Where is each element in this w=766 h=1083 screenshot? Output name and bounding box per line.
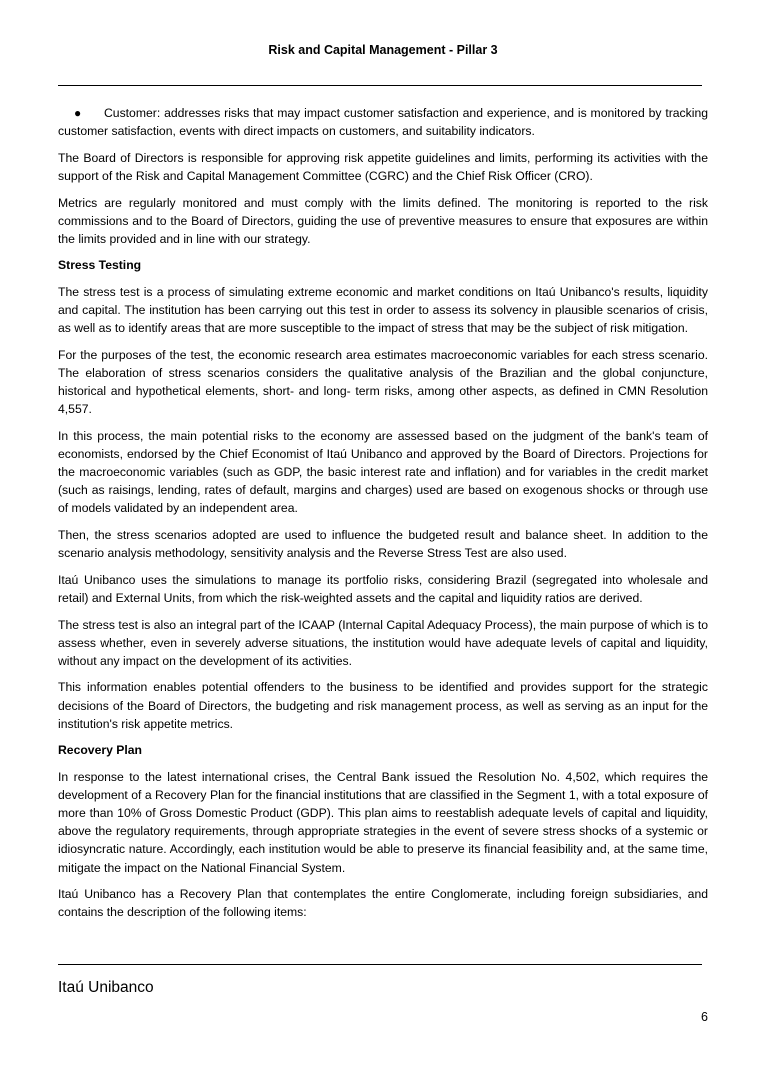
footer-brand: Itaú Unibanco xyxy=(58,979,154,996)
paragraph-stress-information: This information enables potential offenders to the business to be identified and provides support for the strategic decisions of the Board of Directors, the budgeting and risk management process, as well as serving as an input for the institution's risk appetite metrics. xyxy=(58,680,708,731)
bullet-item-customer xyxy=(58,104,708,140)
section-heading-stress-testing: Stress Testing xyxy=(58,258,142,273)
header-divider xyxy=(58,85,702,86)
paragraph-stress-scenarios: Then, the stress scenarios adopted are used to influence the budgeted result and balance sheet. In addition to the scenario analysis methodology, sensitivity analysis and the Reverse Stress Test are also used. xyxy=(58,528,708,561)
paragraph-recovery-response: In response to the latest international crises, the Central Bank issued the Resolution No. 4,502, which requires the development of a Recovery Plan for the financial institutions that are classified in the Segment 1, with a total exposure of more than 10% of Gross Domestic Product (GDP). This plan aims to reestablish adequate levels of capital and liquidity, above the regulatory requirements, through appropriate strategies in the event of severe stress shocks of a systemic or idiosyncratic nature. Accordingly, each institution would be able to preserve its financial feasibility and, at the same time, mitigate the impact on the National Financial System. xyxy=(58,770,708,875)
paragraph-stress-simulations: Itaú Unibanco uses the simulations to manage its portfolio risks, considering Brazil (segregated into wholesale and retail) and External Units, from which the risk-weighted assets and the capital and liquidity ratios are derived. xyxy=(58,572,708,605)
paragraph-stress-icaap: The stress test is also an integral part of the ICAAP (Internal Capital Adequacy Process), the main purpose of which is to assess whether, even in severely adverse situations, the institution would have adequate levels of capital and liquidity, without any impact on the development of its activities. xyxy=(58,617,708,668)
paragraph-recovery-conglomerate: Itaú Unibanco has a Recovery Plan that contemplates the entire Conglomerate, including foreign subsidiaries, and contains the description of the following items: xyxy=(58,887,708,920)
page-title: Risk and Capital Management - Pillar 3 xyxy=(268,43,498,57)
page-number: 6 xyxy=(701,1010,708,1024)
paragraph-stress-process: In this process, the main potential risks to the economy are assessed based on the judgment of the bank's team of economists, endorsed by the Chief Economist of Itaú Unibanco and approved by the Board of Directors. Projections for the macroeconomic variables (such as GDP, the basic interest rate and inflation) and for variables in the credit market (such as raisings, lending, rates of default, margins and charges) used are based on exogenous shocks or through use of models validated by an independent area. xyxy=(58,428,708,516)
paragraph-board-of-directors: The Board of Directors is responsible for approving risk appetite guidelines and limits, performing its activities with the support of the Risk and Capital Management Committee (CGRC) and the Chief Risk Officer (CRO). xyxy=(58,150,708,183)
footer-divider xyxy=(58,964,702,965)
paragraph-metrics-monitoring: Metrics are regularly monitored and must comply with the limits defined. The monitoring is reported to the risk commissions and to the Board of Directors, guiding the use of preventive measures to ensure that exposures are within the limits provided and in line with our strategy. xyxy=(58,195,708,246)
document-body xyxy=(58,104,708,930)
section-heading-recovery-plan: Recovery Plan xyxy=(58,743,143,758)
bullet-icon: ● xyxy=(74,106,82,120)
paragraph-stress-purposes: For the purposes of the test, the economic research area estimates macroeconomic variables for each stress scenario. The elaboration of stress scenarios considers the qualitative analysis of the Brazilian and the global conjuncture, historical and hypothetical elements, short- and long- term risks, among other aspects, as defined in CMN Resolution 4,557. xyxy=(58,348,708,417)
bullet-text: Customer: addresses risks that may impact customer satisfaction and experience, and is monitored by tracking customer satisfaction, events with direct impacts on customers, and suitability indicators. xyxy=(58,106,708,139)
paragraph-stress-definition: The stress test is a process of simulating extreme economic and market conditions on Itaú Unibanco's results, liquidity and capital. The institution has been carrying out this test in order to assess its solvency in plausible scenarios of crisis, as well as to identify areas that are more susceptible to the impact of stress that may be the subject of risk mitigation. xyxy=(58,285,708,336)
